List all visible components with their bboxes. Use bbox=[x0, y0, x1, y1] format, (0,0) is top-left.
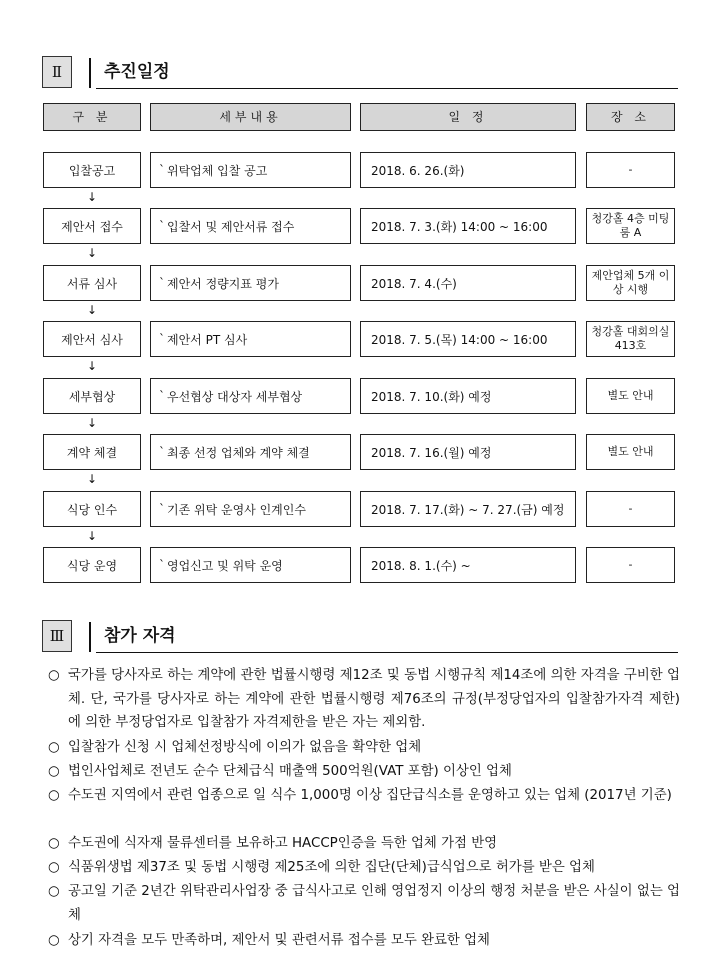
qualification-text: 국가를 당사자로 하는 계약에 관한 법률시행령 제12조 및 동법 시행규칙 제14조에 의한 자격을 구비한 업체. 단, 국가를 당사자로 하는 계약에 관한 법률시행령 제76조의 규정(부정당업자의 입찰참가자격 제한)에 의한 부정당업자로 입찰참가 자격제한을 받은 자는 제외함. bbox=[68, 668, 680, 730]
header-date: 일 정 bbox=[360, 103, 576, 131]
flow-arrow: ↓ bbox=[87, 359, 98, 373]
row-location: 제안업체 5개 이상 시행 bbox=[586, 265, 675, 301]
row-category: 제안서 접수 bbox=[43, 208, 141, 244]
flow-arrow: ↓ bbox=[87, 303, 98, 317]
section-3-number: Ⅲ bbox=[42, 620, 72, 652]
row-location: - bbox=[586, 491, 675, 527]
circle-bullet-icon: ○ bbox=[48, 740, 60, 755]
qualification-item bbox=[48, 736, 680, 760]
section-3-underline bbox=[96, 652, 678, 653]
row-date: 2018. 8. 1.(수) ~ bbox=[360, 547, 576, 583]
qualification-item bbox=[48, 880, 680, 927]
section-3-title: 참가 자격 bbox=[104, 626, 176, 646]
row-detail bbox=[150, 434, 351, 470]
qualification-text: 입찰참가 신청 시 업체선정방식에 이의가 없음을 확약한 업체 bbox=[68, 740, 422, 755]
row-category: 식당 운영 bbox=[43, 547, 141, 583]
section-3-header bbox=[42, 620, 678, 654]
row-location: 별도 안내 bbox=[586, 378, 675, 414]
qualification-text: 공고일 기준 2년간 위탁관리사업장 중 급식사고로 인해 영업정지 이상의 행정 처분을 받은 사실이 없는 업체 bbox=[68, 884, 680, 923]
row-date: 2018. 7. 17.(화) ~ 7. 27.(금) 예정 bbox=[360, 491, 576, 527]
tick-mark: ˋ bbox=[159, 502, 165, 516]
row-date: 2018. 6. 26.(화) bbox=[360, 152, 576, 188]
circle-bullet-icon: ○ bbox=[48, 836, 60, 851]
row-detail bbox=[150, 491, 351, 527]
row-category: 계약 체결 bbox=[43, 434, 141, 470]
qualification-text: 수도권에 식자재 물류센터를 보유하고 HACCP인증을 득한 업체 가점 반영 bbox=[68, 836, 498, 851]
row-detail bbox=[150, 321, 351, 357]
header-category: 구 분 bbox=[43, 103, 141, 131]
tick-mark: ˋ bbox=[159, 276, 165, 290]
row-date: 2018. 7. 5.(목) 14:00 ~ 16:00 bbox=[360, 321, 576, 357]
circle-bullet-icon: ○ bbox=[48, 884, 60, 899]
qualification-item bbox=[48, 856, 680, 880]
row-category: 식당 인수 bbox=[43, 491, 141, 527]
row-category: 입찰공고 bbox=[43, 152, 141, 188]
qualification-item bbox=[48, 832, 680, 856]
row-category: 서류 심사 bbox=[43, 265, 141, 301]
section-2-number: Ⅱ bbox=[42, 56, 72, 88]
row-detail-text: 제안서 정량지표 평가 bbox=[167, 276, 279, 291]
circle-bullet-icon: ○ bbox=[48, 764, 60, 779]
section-3-bar bbox=[89, 622, 91, 652]
row-detail bbox=[150, 547, 351, 583]
tick-mark: ˋ bbox=[159, 219, 165, 233]
row-location: 청강홀 대회의실 413호 bbox=[586, 321, 675, 357]
header-location: 장 소 bbox=[586, 103, 675, 131]
qualification-text: 식품위생법 제37조 및 동법 시행령 제25조에 의한 집단(단체)급식업으로 허가를 받은 업체 bbox=[68, 860, 595, 875]
row-location: - bbox=[586, 152, 675, 188]
row-location: 청강홀 4층 미팅룸 A bbox=[586, 208, 675, 244]
flow-arrow: ↓ bbox=[87, 416, 98, 430]
qualification-item bbox=[48, 664, 680, 735]
tick-mark: ˋ bbox=[159, 445, 165, 459]
tick-mark: ˋ bbox=[159, 558, 165, 572]
row-location: 별도 안내 bbox=[586, 434, 675, 470]
tick-mark: ˋ bbox=[159, 163, 165, 177]
circle-bullet-icon: ○ bbox=[48, 788, 60, 803]
row-detail-text: 위탁업체 입찰 공고 bbox=[167, 163, 268, 178]
row-detail-text: 제안서 PT 심사 bbox=[167, 332, 248, 347]
circle-bullet-icon: ○ bbox=[48, 933, 60, 948]
section-2-bar bbox=[89, 58, 91, 88]
qualification-text: 수도권 지역에서 관련 업종으로 일 식수 1,000명 이상 집단급식소를 운영하고 있는 업체 (2017년 기준) bbox=[68, 788, 672, 803]
section-2-underline bbox=[96, 88, 678, 89]
flow-arrow: ↓ bbox=[87, 529, 98, 543]
row-detail bbox=[150, 378, 351, 414]
qualification-item bbox=[48, 929, 680, 953]
flow-arrow: ↓ bbox=[87, 246, 98, 260]
header-detail: 세부내용 bbox=[150, 103, 351, 131]
row-detail bbox=[150, 208, 351, 244]
row-detail bbox=[150, 265, 351, 301]
row-detail-text: 최종 선정 업체와 계약 체결 bbox=[167, 445, 310, 460]
flow-arrow: ↓ bbox=[87, 190, 98, 204]
row-date: 2018. 7. 10.(화) 예정 bbox=[360, 378, 576, 414]
circle-bullet-icon: ○ bbox=[48, 668, 60, 683]
row-detail-text: 영업신고 및 위탁 운영 bbox=[167, 558, 283, 573]
tick-mark: ˋ bbox=[159, 389, 165, 403]
section-2-header bbox=[42, 56, 678, 90]
section-2-title: 추진일정 bbox=[104, 62, 170, 82]
row-location: - bbox=[586, 547, 675, 583]
row-detail bbox=[150, 152, 351, 188]
row-detail-text: 기존 위탁 운영사 인계인수 bbox=[167, 502, 306, 517]
row-date: 2018. 7. 4.(수) bbox=[360, 265, 576, 301]
qualification-text: 법인사업체로 전년도 순수 단체급식 매출액 500억원(VAT 포함) 이상인 업체 bbox=[68, 764, 512, 779]
row-date: 2018. 7. 16.(월) 예정 bbox=[360, 434, 576, 470]
circle-bullet-icon: ○ bbox=[48, 860, 60, 875]
flow-arrow: ↓ bbox=[87, 472, 98, 486]
row-date: 2018. 7. 3.(화) 14:00 ~ 16:00 bbox=[360, 208, 576, 244]
qualification-item bbox=[48, 760, 680, 784]
row-category: 세부협상 bbox=[43, 378, 141, 414]
tick-mark: ˋ bbox=[159, 332, 165, 346]
row-detail-text: 입찰서 및 제안서류 접수 bbox=[167, 219, 295, 234]
row-category: 제안서 심사 bbox=[43, 321, 141, 357]
qualification-text: 상기 자격을 모두 만족하며, 제안서 및 관련서류 접수를 모두 완료한 업체 bbox=[68, 933, 490, 948]
qualification-item bbox=[48, 784, 680, 808]
row-detail-text: 우선협상 대상자 세부협상 bbox=[167, 389, 303, 404]
